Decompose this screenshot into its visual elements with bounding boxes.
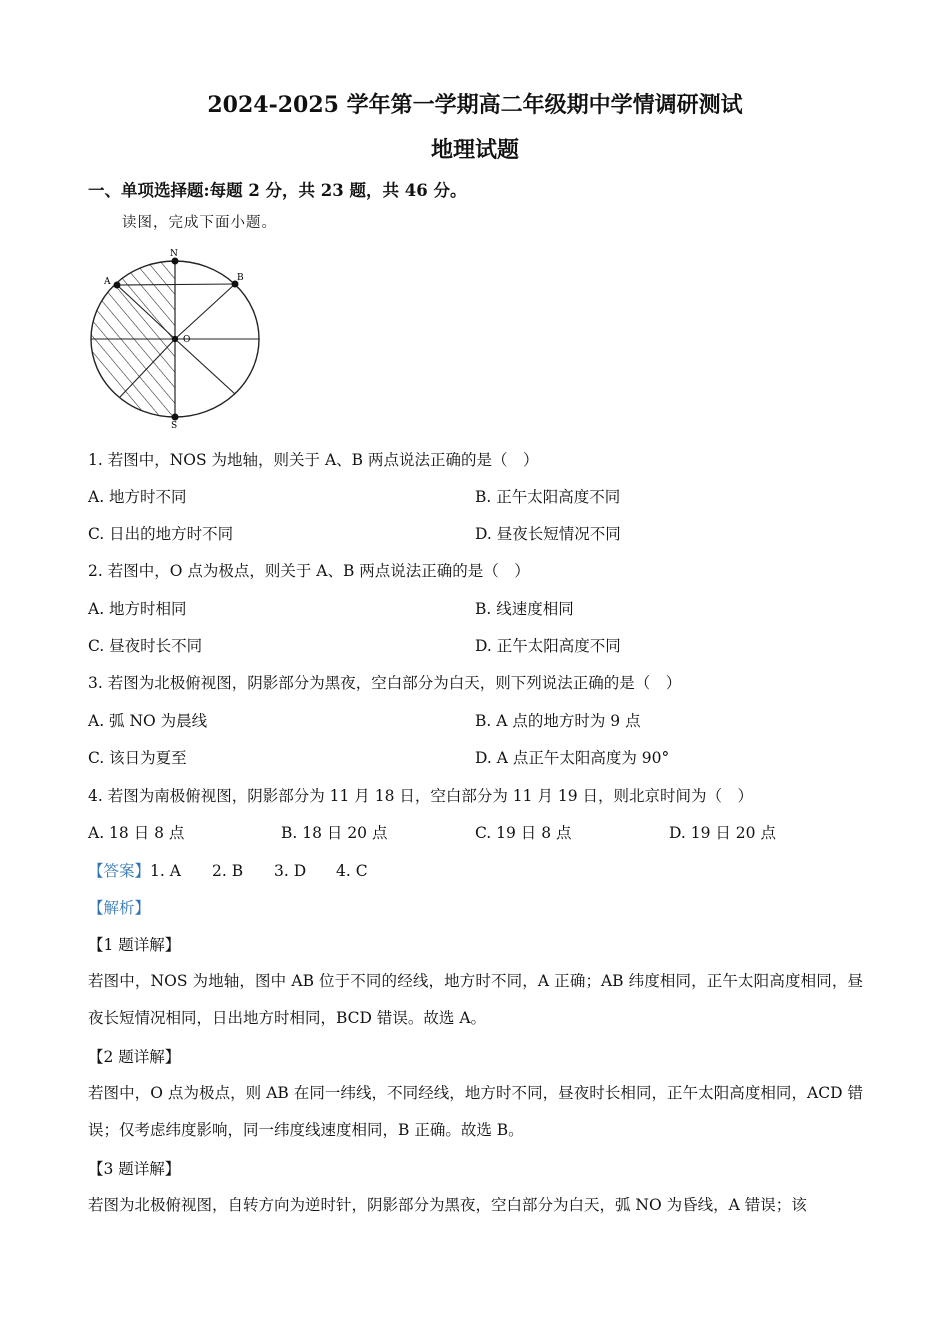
exam-subtitle: 地理试题 [430, 137, 519, 163]
question-stem: 1. 若图中，NOS 为地轴，则关于 A、B 两点说法正确的是（ ） [88, 451, 539, 469]
question-stem: 3. 若图为北极俯视图，阴影部分为黑夜，空白部分为白天，则下列说法正确的是（ ） [88, 674, 682, 692]
answer-label: 【答案】 [88, 862, 151, 880]
answer-row [88, 859, 368, 881]
question-option: C. 昼夜时长不同 [88, 637, 203, 655]
label-n: N [170, 249, 178, 259]
answer-item: 3. D [274, 862, 307, 880]
label-a: A [104, 277, 111, 287]
exam-title: 2024-2025 学年第一学期高二年级期中学情调研测试 [207, 92, 743, 118]
question-option: D. 19 日 20 点 [669, 824, 776, 842]
question-option: B. A 点的地方时为 9 点 [475, 712, 641, 730]
detail-heading: 【2 题详解】 [88, 1048, 181, 1066]
answer-item: 4. C [336, 862, 368, 880]
detail-heading: 【1 题详解】 [88, 936, 181, 954]
answer-item: 2. B [212, 862, 244, 880]
point-s [172, 414, 179, 421]
question-option: C. 该日为夏至 [88, 749, 187, 767]
question-option: C. 19 日 8 点 [475, 824, 572, 842]
detail-heading: 【3 题详解】 [88, 1160, 181, 1178]
line-o-lower-right [175, 339, 235, 394]
question-option: B. 18 日 20 点 [281, 824, 388, 842]
question-option: D. 正午太阳高度不同 [475, 637, 621, 655]
line-ob [175, 284, 235, 339]
question-stem: 2. 若图中，O 点为极点，则关于 A、B 两点说法正确的是（ ） [88, 562, 530, 580]
answer-item: 1. A [150, 862, 181, 880]
question-option: B. 正午太阳高度不同 [475, 488, 621, 506]
label-b: B [237, 273, 244, 283]
point-o [172, 336, 178, 342]
question-option: D. 昼夜长短情况不同 [475, 525, 621, 543]
section-intro: 读图，完成下面小题。 [122, 215, 277, 231]
detail-text: 若图中，O 点为极点，则 AB 在同一纬线，不同经线，地方时不同，昼夜时长相同，正午太阳高度相同，ACD 错误；仅考虑纬度影响，同一纬度线速度相同，B 正确。故选 B。 [88, 1084, 863, 1139]
detail-text: 若图中，NOS 为地轴，图中 AB 位于不同的经线，地方时不同，A 正确；AB 纬度相同，正午太阳高度相同，昼夜长短情况相同，日出地方时相同，BCD 错误。故选 A。 [88, 972, 863, 1027]
detail-text: 若图为北极俯视图，自转方向为逆时针，阴影部分为黑夜，空白部分为白天，弧 NO 为昏线，A 错误；该 [88, 1196, 807, 1214]
question-option: A. 18 日 8 点 [88, 824, 185, 842]
label-s: S [171, 421, 178, 430]
section-heading: 一、单项选择题:每题 2 分，共 23 题，共 46 分。 [88, 181, 467, 200]
question-stem: 4. 若图为南极俯视图，阴影部分为 11 月 18 日，空白部分为 11 月 19 日，则北京时间为（ ） [88, 787, 754, 805]
analysis-label: 【解析】 [88, 899, 151, 917]
question-option: B. 线速度相同 [475, 600, 574, 618]
question-option: A. 弧 NO 为晨线 [88, 712, 208, 730]
question-option: A. 地方时相同 [88, 600, 187, 618]
point-a [114, 282, 121, 289]
question-option: D. A 点正午太阳高度为 90° [475, 749, 670, 767]
label-o: O [183, 335, 191, 345]
question-option: A. 地方时不同 [88, 488, 187, 506]
earth-diagram [80, 244, 270, 430]
question-option: C. 日出的地方时不同 [88, 525, 234, 543]
